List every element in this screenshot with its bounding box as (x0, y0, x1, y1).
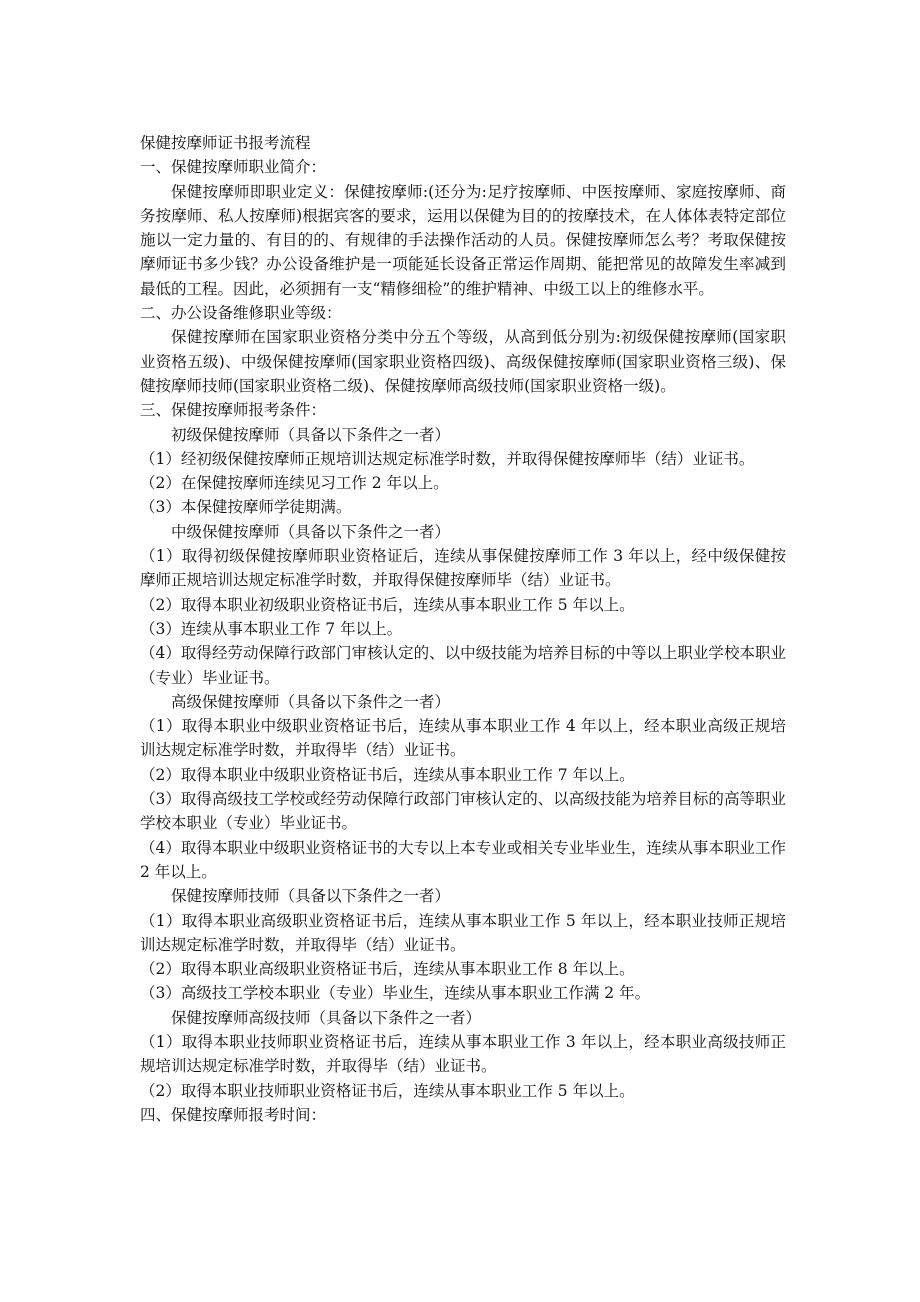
condition-item: （1）取得初级保健按摩师职业资格证后，连续从事保健按摩师工作 3 年以上，经中级保健按摩师正规培训达规定标准学时数，并取得保健按摩师毕（结）业证书。 (140, 547, 786, 590)
condition-item: （3）连续从事本职业工作 7 年以上。 (140, 619, 403, 638)
level-heading: 保健按摩师高级技师（具备以下条件之一者） (171, 1008, 482, 1027)
condition-item: （4）取得经劳动保障行政部门审核认定的、以中级技能为培养目标的中等以上职业学校本职业（专业）毕业证书。 (140, 644, 786, 687)
condition-item: （2）取得本职业高级职业资格证书后，连续从事本职业工作 8 年以上。 (140, 960, 635, 979)
section-heading: 三、保健按摩师报考条件： (140, 401, 327, 420)
condition-item: （2）在保健按摩师连续见习工作 2 年以上。 (140, 474, 449, 493)
condition-item: （2）取得本职业初级职业资格证书后，连续从事本职业工作 5 年以上。 (140, 595, 635, 614)
level-heading: 中级保健按摩师（具备以下条件之一者） (171, 522, 451, 541)
condition-item: （2）取得本职业技师职业资格证书后，连续从事本职业工作 5 年以上。 (140, 1081, 635, 1100)
condition-item: （3）取得高级技工学校或经劳动保障行政部门审核认定的、以高级技能为培养目标的高等职业学校本职业（专业）毕业证书。 (140, 790, 786, 833)
condition-item: （3）本保健按摩师学徒期满。 (140, 498, 352, 517)
condition-item: （4）取得本职业中级职业资格证书的大专以上本专业或相关专业毕业生，连续从事本职业工作 2 年以上。 (140, 838, 786, 881)
condition-item: （1）经初级保健按摩师正规培训达规定标准学时数，并取得保健按摩师毕（结）业证书。 (140, 449, 755, 468)
section-paragraph: 保健按摩师即职业定义：保健按摩师:(还分为:足疗按摩师、中医按摩师、家庭按摩师、商务按摩师、私人按摩师)根据宾客的要求，运用以保健为目的的按摩技术，在人体体表特定部位施以一定力量的、有目的的、有规律的手法操作活动的人员。保健按摩师怎么考？考取保健按摩师证书多少钱？办公设备维护是一项能延长设备正常运作周期、能把常见的故障发生率减到最低的工程。因此，必须拥有一支“精修细检”的维护精神、中级工以上的维修水平。 (140, 182, 786, 298)
level-heading: 高级保健按摩师（具备以下条件之一者） (171, 692, 451, 711)
level-heading: 保健按摩师技师（具备以下条件之一者） (171, 887, 451, 906)
condition-item: （1）取得本职业高级职业资格证书后，连续从事本职业工作 5 年以上，经本职业技师正规培训达规定标准学时数，并取得毕（结）业证书。 (140, 911, 786, 954)
document-title: 保健按摩师证书报考流程 (140, 134, 311, 152)
condition-item: （1）取得本职业技师职业资格证书后，连续从事本职业工作 3 年以上，经本职业高级技师正规培训达规定标准学时数，并取得毕（结）业证书。 (140, 1032, 786, 1076)
condition-item: （1）取得本职业中级职业资格证书后，连续从事本职业工作 4 年以上，经本职业高级正规培训达规定标准学时数，并取得毕（结）业证书。 (140, 717, 786, 760)
condition-item: （3）高级技工学校本职业（专业）毕业生，连续从事本职业工作满 2 年。 (140, 984, 651, 1003)
condition-item: （2）取得本职业中级职业资格证书后，连续从事本职业工作 7 年以上。 (140, 765, 635, 784)
section-heading: 一、保健按摩师职业简介： (140, 158, 327, 177)
section-paragraph: 保健按摩师在国家职业资格分类中分五个等级，从高到低分别为:初级保健按摩师(国家职业资格五级)、中级保健按摩师(国家职业资格四级)、高级保健按摩师(国家职业资格三级)、保健按摩师技师(国家职业资格二级)、保健按摩师高级技师(国家职业资格一级)。 (140, 328, 786, 395)
section-heading: 二、办公设备维修职业等级： (140, 304, 342, 323)
document-page (140, 131, 786, 1127)
level-heading: 初级保健按摩师（具备以下条件之一者） (171, 425, 451, 444)
section-heading: 四、保健按摩师报考时间： (140, 1105, 327, 1124)
